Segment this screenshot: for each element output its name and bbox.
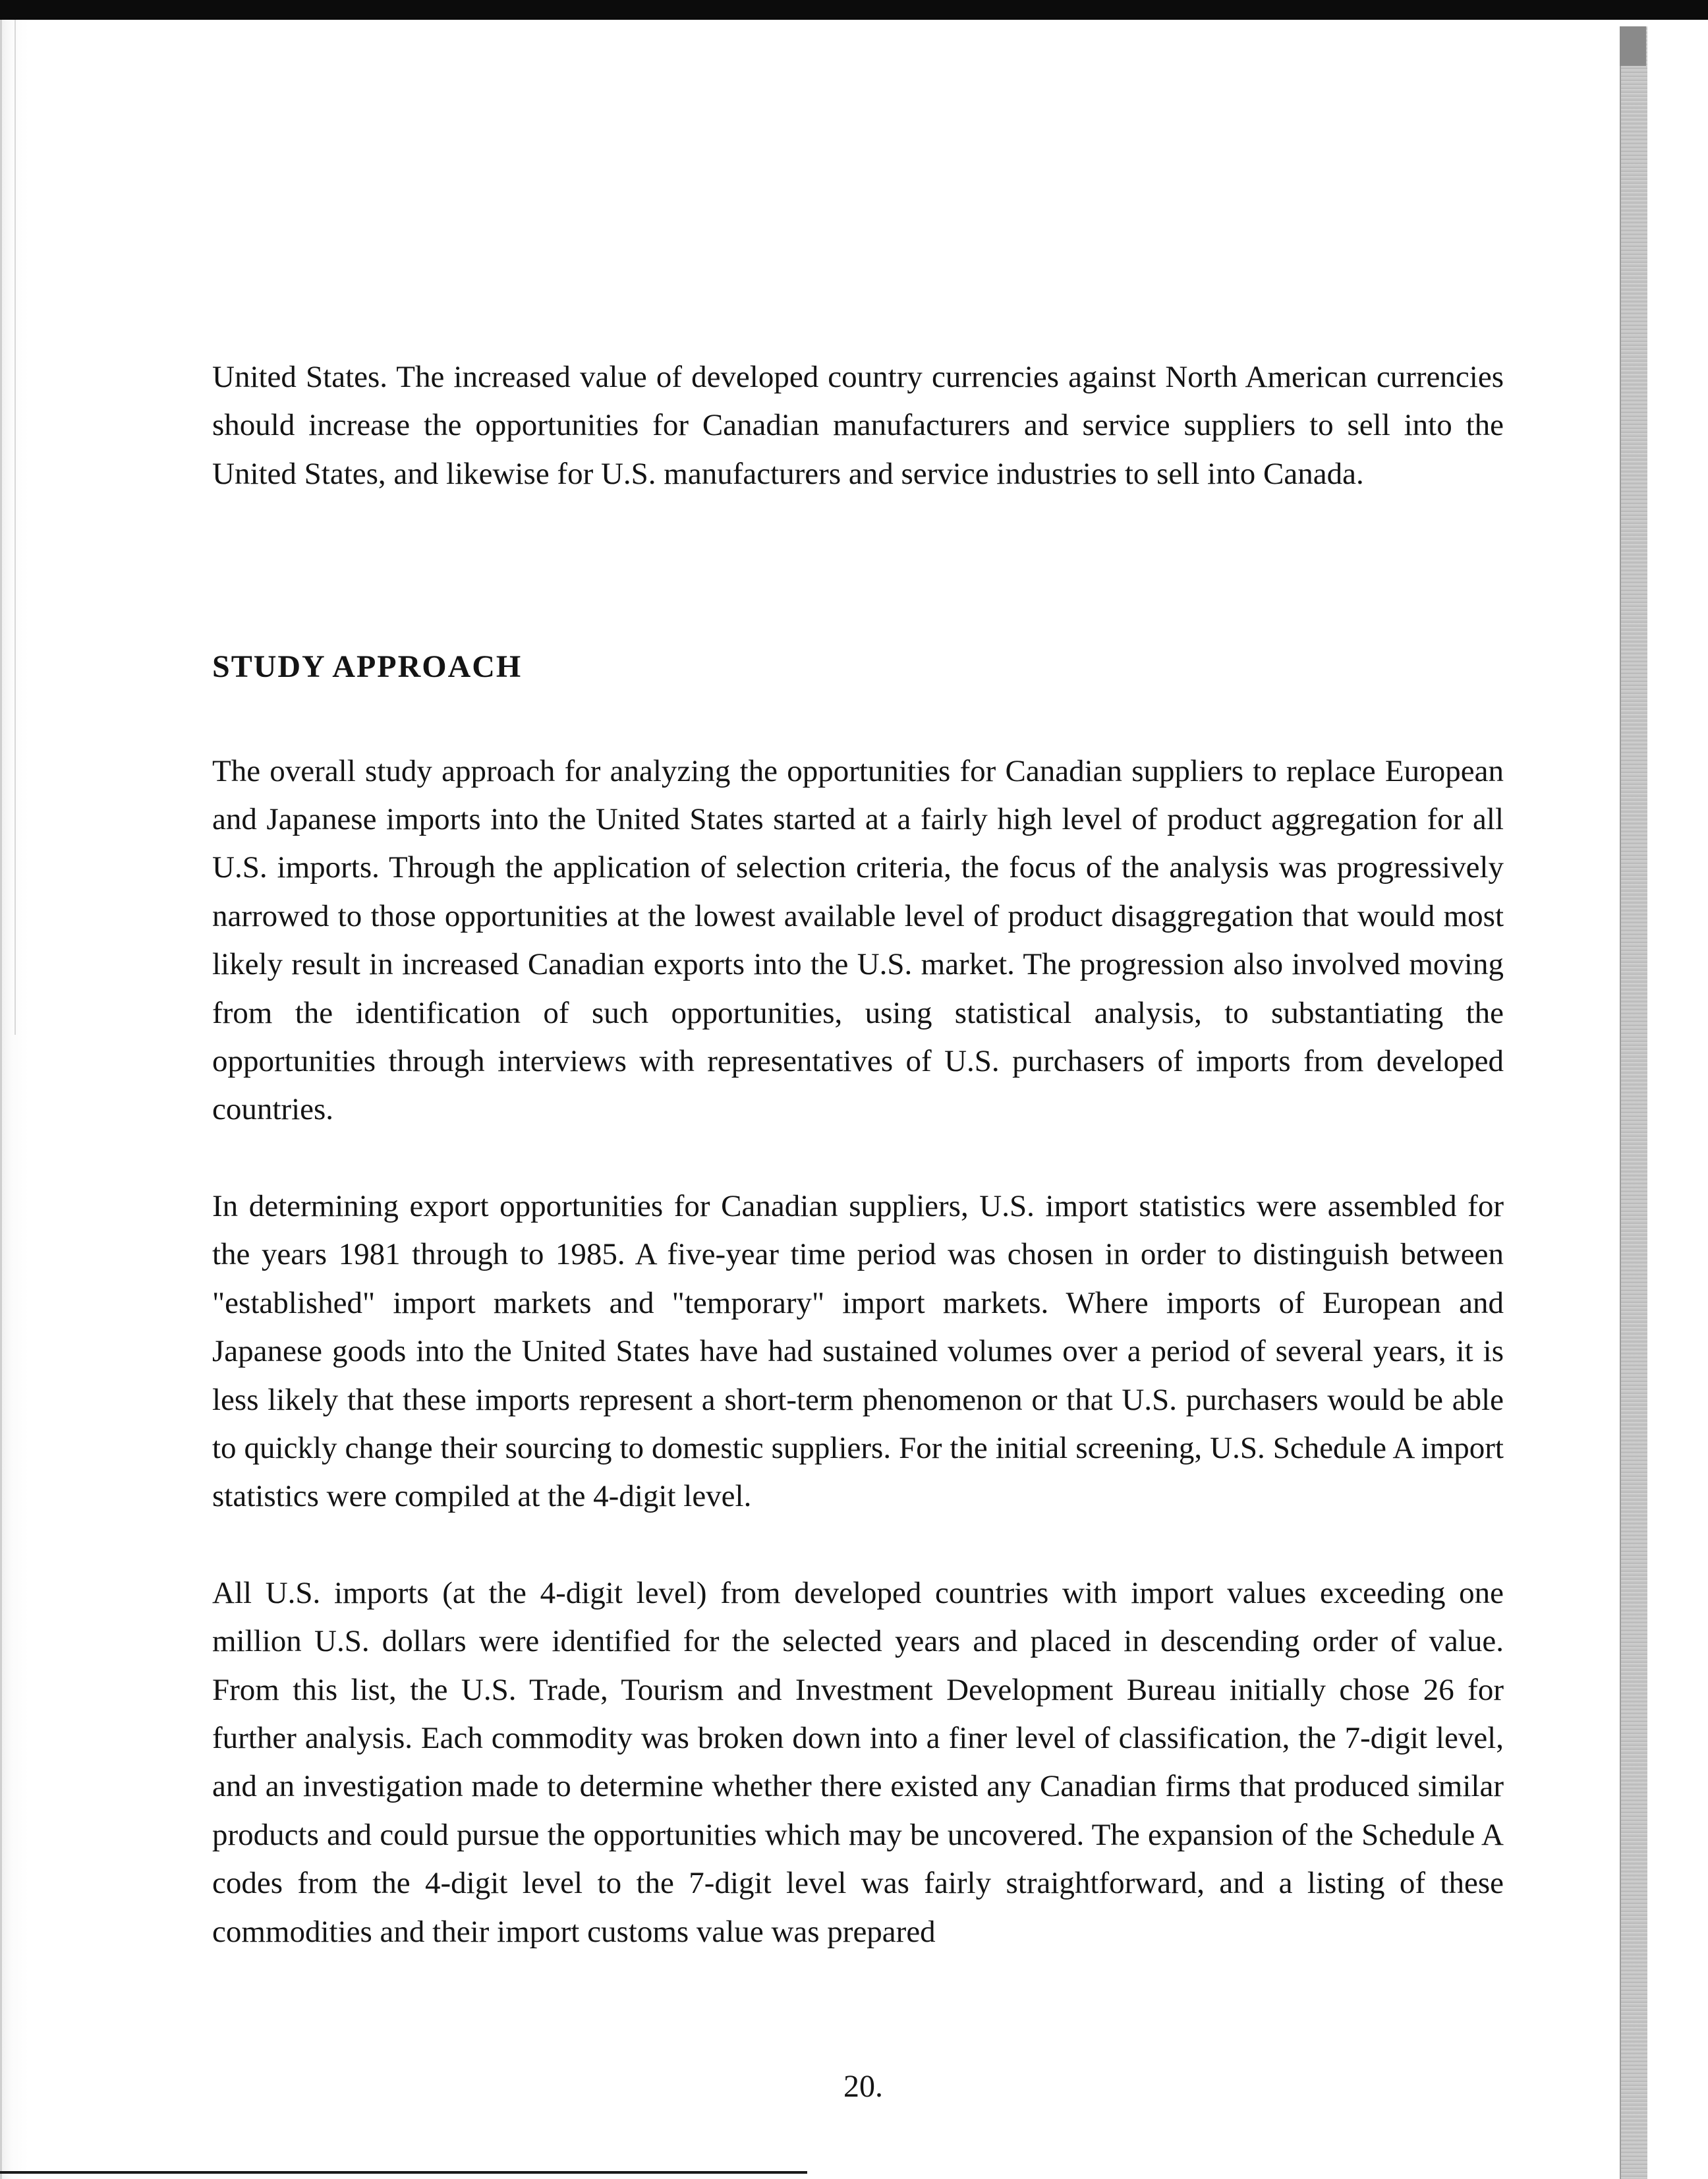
paragraph-study-approach: The overall study approach for analyzing the opportunities for Canadian suppliers to replace European and Japanese imports into the United States started at a fairly high level of product aggregation for all U.S. imports. Through the application of selection criteria, the focus of the analysis was progressively narrowed to those opportunities at the lowest available level of product disaggregation that would most likely result in increased Canadian exports into the U.S. market. The progression also involved moving from the identification of such opportunities, using statistical analysis, to substantiating the opportunities through interviews with representatives of U.S. purchasers of imports from developed countries. [212, 753, 1504, 1127]
page-number: 20. [843, 2069, 883, 2104]
scan-right-margin [1647, 20, 1708, 2179]
scan-left-line [14, 20, 16, 1035]
section-heading: STUDY APPROACH [212, 649, 523, 685]
scan-left-edge [0, 20, 42, 2179]
paragraph-intro: United States. The increased value of developed country currencies against North American currencies should increase the opportunities for Canadian manufacturers and service suppliers to sell into the United States, and likewise for U.S. manufacturers and service industries to sell into Canada. [212, 360, 1504, 491]
paragraph-imports-analysis: All U.S. imports (at the 4-digit level) from developed countries with import values exceeding one million U.S. dollars were identified for the selected years and placed in descending order of value. From this list, the U.S. Trade, Tourism and Investment Development Bureau initially chose 26 for further analysis. Each commodity was broken down into a finer level of classification, the 7-digit level, and an investigation made to determine whether there existed any Canadian firms that produced similar products and could pursue the opportunities which may be uncovered. The expansion of the Schedule A codes from the 4-digit level to the 7-digit level was fairly straightforward, and a listing of these commodities and their import customs value was prepared [212, 1575, 1504, 1949]
scan-right-binding-strip [1620, 26, 1647, 2179]
document-body [212, 353, 1504, 1956]
scan-bottom-border [0, 2171, 807, 2174]
scan-right-strip-top [1620, 26, 1646, 66]
paragraph-export-opportunities: In determining export opportunities for Canadian suppliers, U.S. import statistics were assembled for the years 1981 through to 1985. A five-year time period was chosen in order to distinguish between "established" import markets and "temporary" import markets. Where imports of European and Japanese goods into the United States have had sustained volumes over a period of several years, it is less likely that these imports represent a short-term phenomenon or that U.S. purchasers would be able to quickly change their sourcing to domestic suppliers. For the initial screening, U.S. Schedule A import statistics were compiled at the 4-digit level. [212, 1188, 1504, 1514]
scan-top-border [0, 0, 1708, 20]
